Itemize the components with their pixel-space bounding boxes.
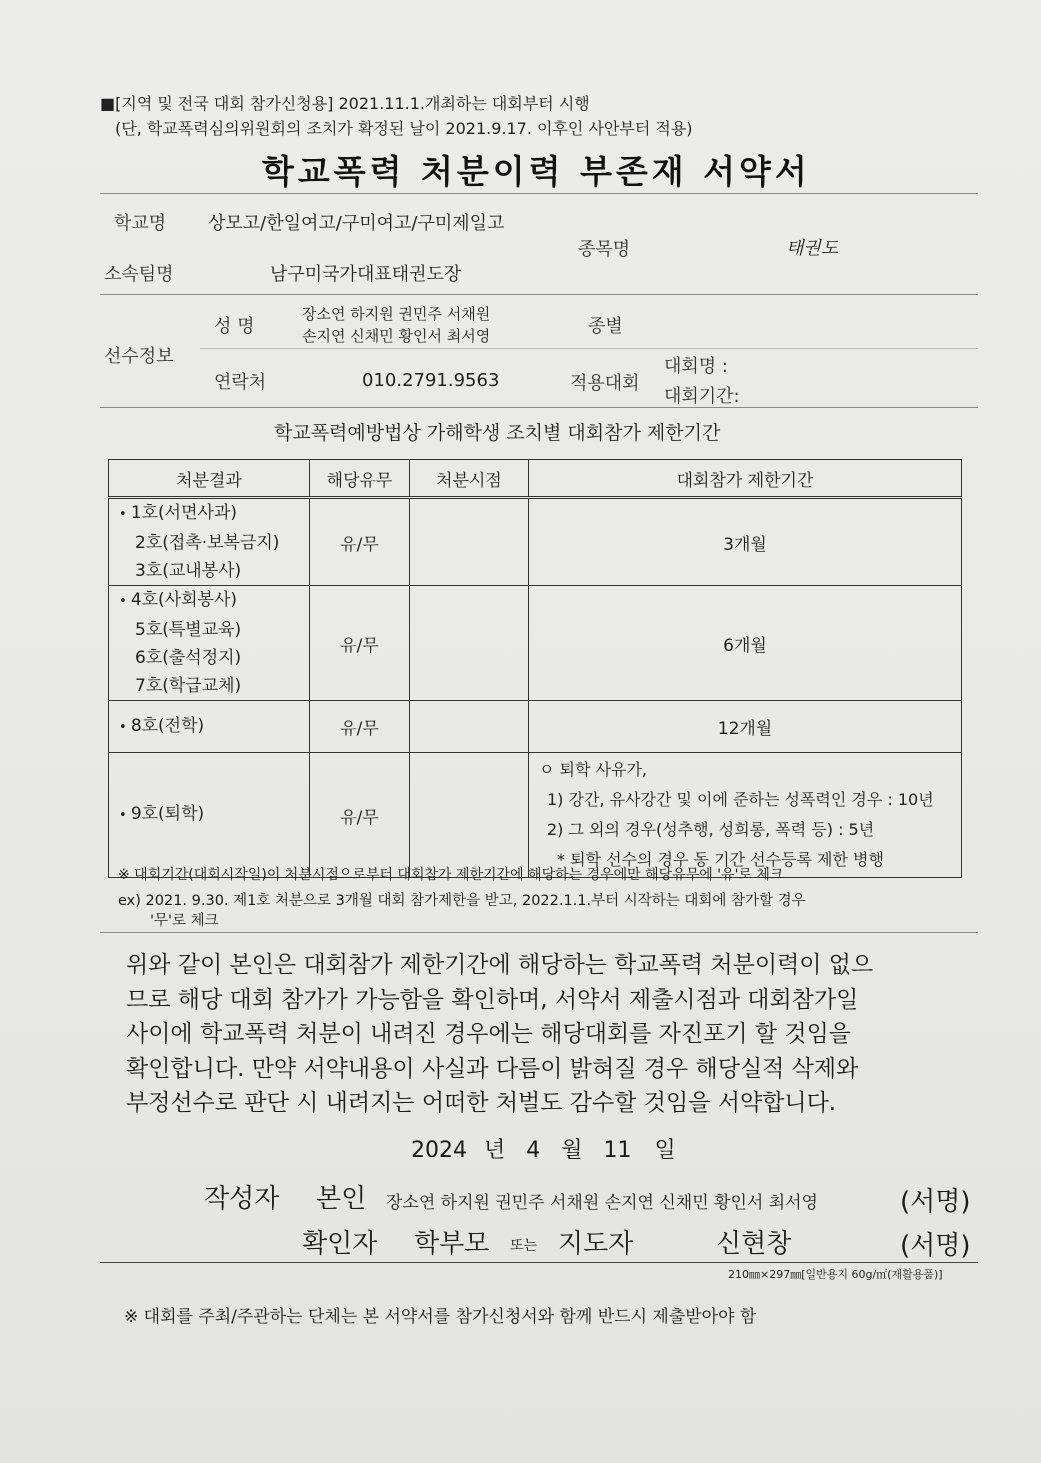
- date-cell: [410, 498, 529, 586]
- applies-cell: 유/무: [310, 586, 410, 701]
- header-period: 대회참가 제한기간: [529, 460, 962, 498]
- applies-cell: 유/무: [310, 498, 410, 586]
- signature-mark-1: (서명): [900, 1187, 971, 1217]
- header-result: 처분결과: [109, 460, 310, 498]
- code-item: 2호(접촉·보복금지): [135, 533, 280, 553]
- code-item: • 4호(사회봉사): [119, 586, 309, 616]
- contact-label: 연락처: [214, 372, 267, 393]
- writer-names: 장소연 하지원 권민주 서채원 손지연 신채민 황인서 최서영: [386, 1193, 818, 1213]
- code-item: 5호(특별교육): [135, 620, 242, 640]
- contact-value: 010.2791.9563: [362, 370, 500, 391]
- event-label: 종목명: [578, 239, 631, 260]
- names-line-2: 손지연 신채민 황인서 최서영: [302, 327, 491, 345]
- player-info-label: 선수정보: [104, 346, 174, 367]
- footnote-line-3: '무'로 체크: [150, 913, 219, 929]
- date-day: 11: [603, 1138, 632, 1163]
- divider: [100, 407, 978, 408]
- reason-line: 1) 강간, 유사강간 및 이에 준하는 성폭력인 경우 : 10년: [547, 790, 934, 809]
- names-line-1: 장소연 하지원 권민주 서채원: [302, 305, 491, 323]
- date-cell: [410, 586, 529, 701]
- code-item: • 8호(전학): [119, 712, 309, 742]
- header-date: 처분시점: [410, 460, 529, 498]
- codes-cell: [109, 701, 310, 753]
- divider: [100, 193, 978, 194]
- school-label: 학교명: [114, 213, 167, 234]
- team-label: 소속팀명: [104, 264, 174, 285]
- signature-mark-2: (서명): [900, 1231, 971, 1261]
- period-cell: 3개월: [529, 498, 962, 586]
- table-row: [109, 586, 962, 701]
- expulsion-reason-cell: [529, 753, 962, 878]
- divider: [100, 1262, 978, 1263]
- competition-name-label: 대회명 :: [664, 356, 728, 377]
- date-month-unit: 월: [561, 1138, 583, 1163]
- event-value: 태권도: [786, 238, 839, 259]
- codes-cell: [109, 586, 310, 701]
- parent-label: 학부모: [414, 1229, 490, 1259]
- category-label: 종별: [588, 316, 623, 337]
- footnote-line-1: ※ 대회기간(대회시작일)이 처분시점으로부터 대회참가 제한기간에 해당하는 경우에만 해당유무에 '유'로 체크: [118, 867, 784, 883]
- confirmer-label: 확인자: [302, 1229, 378, 1259]
- code-item: • 9호(퇴학): [119, 800, 309, 830]
- sanction-table: [108, 459, 962, 878]
- notice-line-1: ■[지역 및 전국 대회 참가신청용] 2021.11.1.개최하는 대회부터 시행: [100, 94, 590, 113]
- pledge-line: 사이에 학교폭력 처분이 내려진 경우에는 해당대회를 자진포기 할 것임을: [126, 1021, 852, 1047]
- date-day-unit: 일: [654, 1138, 676, 1163]
- table-header-row: [109, 460, 962, 498]
- reason-line: ㅇ 퇴학 사유가,: [539, 760, 647, 779]
- self-label: 본인: [316, 1184, 367, 1214]
- table-row: [109, 498, 962, 586]
- period-cell: 12개월: [529, 701, 962, 753]
- team-value: 남구미국가대표태권도장: [270, 264, 462, 285]
- codes-cell: [109, 753, 310, 878]
- code-item: 3호(교내봉사): [135, 561, 242, 581]
- notice-line-2: (단, 학교폭력심의위원회의 조치가 확정된 날이 2021.9.17. 이후인 사안부터 적용): [115, 119, 693, 138]
- competition-period-label: 대회기간:: [664, 386, 740, 407]
- date-cell: [410, 753, 529, 878]
- or-label: 또는: [510, 1238, 538, 1254]
- divider: [100, 932, 978, 933]
- pledge-line: 위와 같이 본인은 대회참가 제한기간에 해당하는 학교폭력 처분이력이 없으: [126, 952, 874, 978]
- divider: [200, 348, 978, 349]
- table-row: [109, 701, 962, 753]
- writer-label: 작성자: [204, 1184, 280, 1214]
- applies-cell: 유/무: [310, 701, 410, 753]
- date-month: 4: [526, 1138, 541, 1163]
- pledge-line: 확인합니다. 만약 서약내용이 사실과 다름이 밝혀질 경우 해당실적 삭제와: [126, 1055, 859, 1082]
- document-title: 학교폭력 처분이력 부존재 서약서: [262, 152, 811, 191]
- code-item: 6호(출석정지): [135, 648, 242, 668]
- date-line: [411, 1133, 676, 1164]
- coach-name: 신현창: [716, 1229, 792, 1259]
- pledge-line: 부정선수로 판단 시 내려지는 어떠한 처벌도 감수할 것임을 서약합니다.: [126, 1090, 837, 1116]
- date-year-unit: 년: [484, 1138, 506, 1163]
- table-row: [109, 753, 962, 878]
- applied-competition-label: 적용대회: [570, 373, 640, 394]
- header-applies: 해당유무: [310, 460, 410, 498]
- period-cell: 6개월: [529, 586, 962, 701]
- pledge-line: 므로 해당 대회 참가가 가능함을 확인하며, 서약서 제출시점과 대회참가일: [126, 986, 859, 1013]
- applies-cell: 유/무: [310, 753, 410, 878]
- paper-spec: 210㎜×297㎜[일반용지 60g/㎡(재활용품)]: [728, 1268, 943, 1281]
- date-year: 2024: [411, 1138, 467, 1163]
- divider: [100, 294, 978, 295]
- coach-label: 지도자: [558, 1229, 634, 1259]
- reason-line: * 퇴학 선수의 경우 동 기간 선수등록 제한 병행: [557, 850, 884, 869]
- date-cell: [410, 701, 529, 753]
- footnote-line-2: ex) 2021. 9.30. 제1호 처분으로 3개월 대회 참가제한을 받고, 2022.1.1.부터 시작하는 대회에 참가할 경우: [118, 893, 806, 909]
- school-value: 상모고/한일여고/구미여고/구미제일고: [208, 213, 505, 234]
- pledge-paragraph: [126, 948, 962, 1121]
- codes-cell: [109, 498, 310, 586]
- code-item: 7호(학급교체): [135, 676, 242, 696]
- bottom-note: ※ 대회를 주최/주관하는 단체는 본 서약서를 참가신청서와 함께 반드시 제출받아야 함: [124, 1307, 757, 1327]
- table-title: 학교폭력예방법상 가해학생 조치별 대회참가 제한기간: [274, 422, 721, 444]
- reason-line: 2) 그 외의 경우(성추행, 성희롱, 폭력 등) : 5년: [547, 820, 875, 839]
- name-label: 성 명: [214, 316, 255, 337]
- code-item: • 1호(서면사과): [119, 499, 309, 529]
